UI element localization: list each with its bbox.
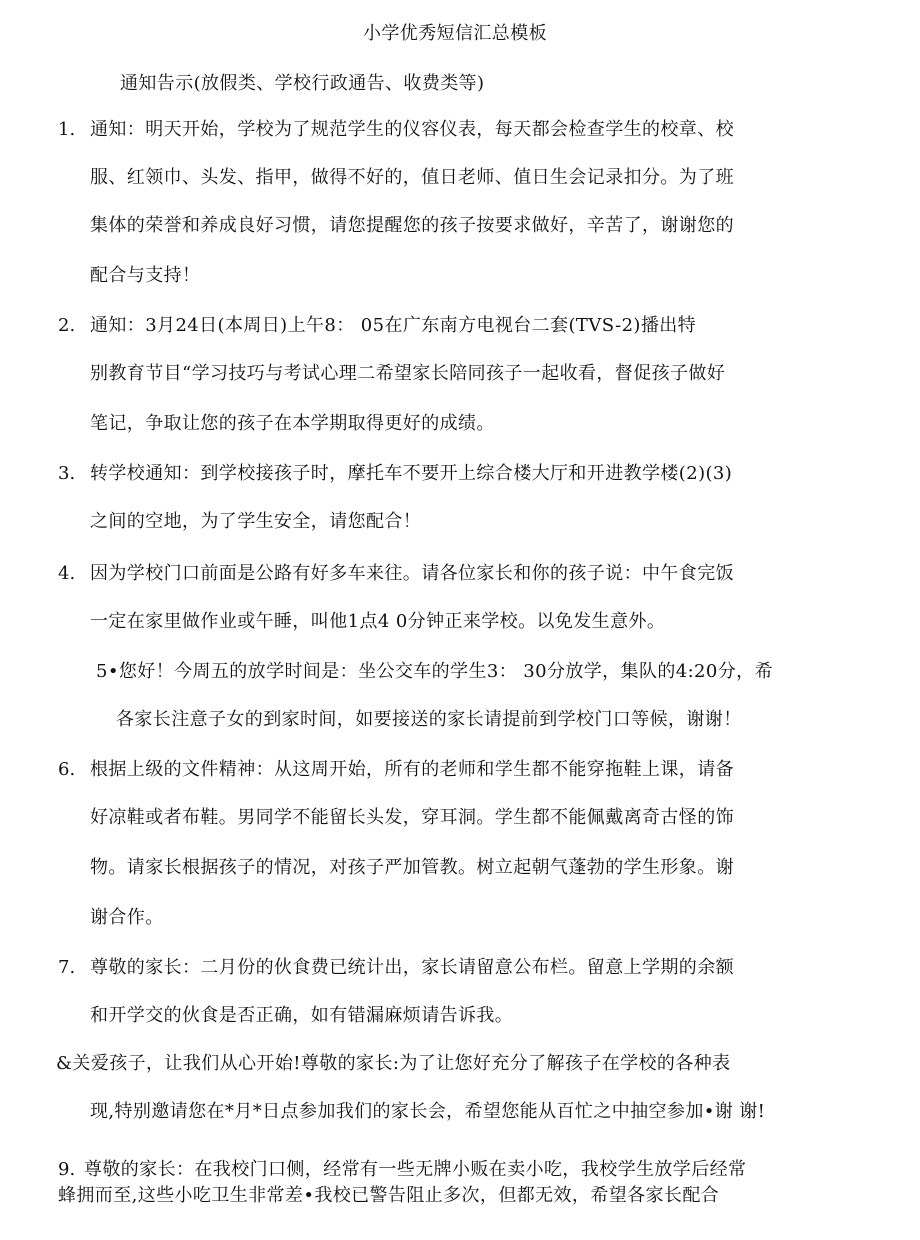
item-3-number: 3.	[58, 463, 76, 484]
item-6-line-2: 好凉鞋或者布鞋。男同学不能留长头发，穿耳洞。学生都不能佩戴离奇古怪的饰	[90, 807, 734, 828]
item-2-line-2: 别教育节目“学习技巧与考试心理二希望家长陪同孩子一起收看，督促孩子做好	[90, 363, 726, 384]
item-3-line-2: 之间的空地，为了学生安全，请您配合！	[90, 511, 422, 532]
item-2-line-1: 通知：3月24日(本周日)上午8： 05在广东南方电视台二套(TVS-2)播出特	[90, 315, 697, 336]
item-5-line-1: 5•您好！今周五的放学时间是：坐公交车的学生3： 30分放学，集队的4:20分，希	[96, 661, 773, 682]
document-subtitle: 通知告示(放假类、学校行政通告、收费类等)	[120, 73, 485, 94]
item-5-line-2: 各家长注意子女的到家时间，如要接送的家长请提前到学校门口等候，谢谢！	[116, 709, 742, 730]
item-3-line-1: 转学校通知：到学校接孩子时，摩托车不要开上综合楼大厅和开进教学楼(2)(3)	[90, 463, 733, 484]
item-6-line-4: 谢合作。	[90, 907, 164, 928]
item-8-line-1: &关爱孩子，让我们从心开始!尊敬的家长:为了让您好充分了解孩子在学校的各种表	[56, 1053, 731, 1074]
item-1-number: 1.	[58, 119, 76, 140]
item-7-line-2: 和开学交的伙食是否正确，如有错漏麻烦请告诉我。	[90, 1005, 514, 1026]
item-6-line-3: 物。请家长根据孩子的情况，对孩子严加管教。树立起朝气蓬勃的学生形象。谢	[90, 857, 734, 878]
item-6-line-1: 根据上级的文件精神：从这周开始，所有的老师和学生都不能穿拖鞋上课，请备	[90, 759, 734, 780]
item-4-line-2: 一定在家里做作业或午睡，叫他1点4 0分钟正来学校。以免发生意外。	[90, 611, 666, 632]
item-9-line-1: 尊敬的家长：在我校门口侧，经常有一些无牌小贩在卖小吃，我校学生放学后经常	[84, 1159, 747, 1180]
item-9-line-2: 蜂拥而至,这些小吃卫生非常差•我校已警告阻止多次，但都无效，希望各家长配合	[58, 1185, 720, 1206]
item-1-line-2: 服、红领巾、头发、指甲，做得不好的，值日老师、值日生会记录扣分。为了班	[90, 167, 734, 188]
item-2-number: 2.	[58, 315, 76, 336]
item-9-number: 9.	[58, 1159, 76, 1180]
item-7-number: 7.	[58, 957, 76, 978]
item-2-line-3: 笔记，争取让您的孩子在本学期取得更好的成绩。	[90, 413, 495, 434]
item-1-line-4: 配合与支持！	[90, 265, 201, 286]
item-1-line-3: 集体的荣誉和养成良好习惯，请您提醒您的孩子按要求做好，辛苦了，谢谢您的	[90, 215, 734, 236]
item-4-number: 4.	[58, 563, 76, 584]
item-1-line-1: 通知：明天开始，学校为了规范学生的仪容仪表，每天都会检查学生的校章、校	[90, 119, 734, 140]
item-4-line-1: 因为学校门口前面是公路有好多车来往。请各位家长和你的孩子说：中午食完饭	[90, 563, 734, 584]
item-6-number: 6.	[58, 759, 76, 780]
document-title: 小学优秀短信汇总模板	[363, 23, 547, 44]
item-8-line-2: 现,特别邀请您在*月*日点参加我们的家长会，希望您能从百忙之中抽空参加•谢 谢!	[90, 1101, 766, 1122]
item-7-line-1: 尊敬的家长：二月份的伙食费已统计出，家长请留意公布栏。留意上学期的余额	[90, 957, 734, 978]
